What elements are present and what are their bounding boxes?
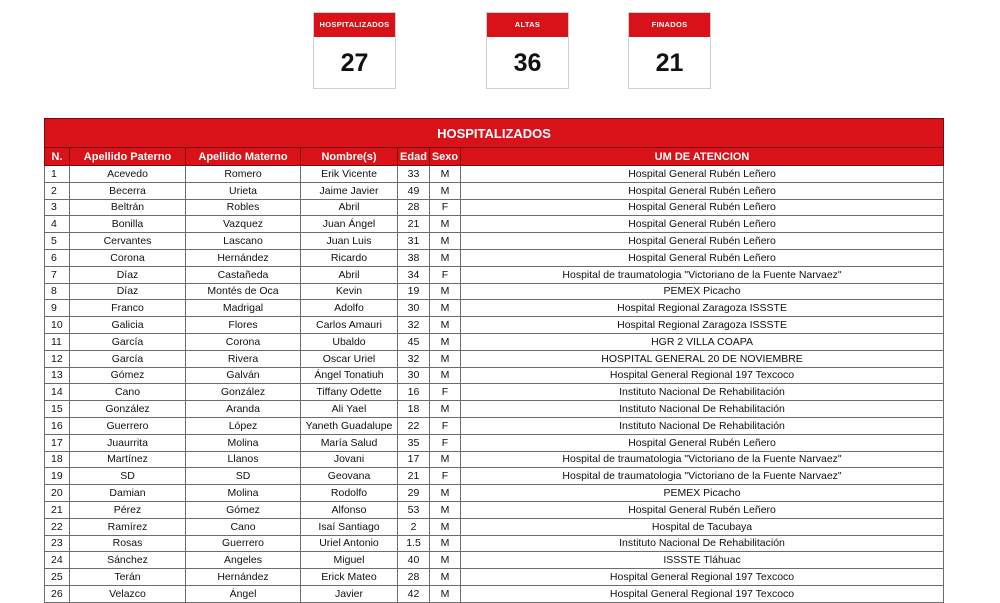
cell-sexo: M <box>430 552 461 569</box>
cell-number: 22 <box>45 518 70 535</box>
cell-edad: 32 <box>398 350 430 367</box>
cell-edad: 38 <box>398 249 430 266</box>
cell-edad: 30 <box>398 367 430 384</box>
cell-sexo: M <box>430 350 461 367</box>
cell-sexo: M <box>430 166 461 183</box>
column-header-edad: Edad <box>398 148 430 166</box>
cell-apellido-materno: Rivera <box>186 350 301 367</box>
cell-nombres: Tiffany Odette <box>301 384 398 401</box>
cell-apellido-materno: González <box>186 384 301 401</box>
cell-apellido-paterno: Acevedo <box>70 166 186 183</box>
table-title-row <box>45 119 944 148</box>
cell-apellido-materno: Hernández <box>186 249 301 266</box>
cell-nombres: Ángel Tonatiuh <box>301 367 398 384</box>
stat-label: HOSPITALIZADOS <box>314 13 395 37</box>
cell-edad: 32 <box>398 317 430 334</box>
cell-apellido-materno: Guerrero <box>186 535 301 552</box>
cell-apellido-materno: Madrigal <box>186 300 301 317</box>
cell-number: 16 <box>45 417 70 434</box>
cell-edad: 34 <box>398 266 430 283</box>
cell-edad: 53 <box>398 501 430 518</box>
cell-apellido-materno: Galván <box>186 367 301 384</box>
cell-um-atencion: Hospital General Rubén Leñero <box>461 434 944 451</box>
cell-um-atencion: Hospital de Tacubaya <box>461 518 944 535</box>
cell-number: 7 <box>45 266 70 283</box>
cell-edad: 28 <box>398 199 430 216</box>
cell-apellido-materno: López <box>186 417 301 434</box>
cell-number: 25 <box>45 569 70 586</box>
cell-apellido-paterno: Corona <box>70 249 186 266</box>
cell-apellido-materno: Vazquez <box>186 216 301 233</box>
cell-edad: 22 <box>398 417 430 434</box>
cell-nombres: Kevin <box>301 283 398 300</box>
cell-um-atencion: Hospital General Rubén Leñero <box>461 166 944 183</box>
cell-apellido-paterno: Cervantes <box>70 233 186 250</box>
cell-nombres: Geovana <box>301 468 398 485</box>
cell-apellido-paterno: González <box>70 401 186 418</box>
cell-um-atencion: Instituto Nacional De Rehabilitación <box>461 401 944 418</box>
cell-sexo: F <box>430 417 461 434</box>
table-title: HOSPITALIZADOS <box>45 119 944 148</box>
cell-number: 12 <box>45 350 70 367</box>
cell-apellido-paterno: Becerra <box>70 182 186 199</box>
table-row <box>45 451 944 468</box>
cell-sexo: M <box>430 501 461 518</box>
table-body <box>45 166 944 603</box>
table-row <box>45 501 944 518</box>
cell-nombres: Juan Ángel <box>301 216 398 233</box>
cell-edad: 30 <box>398 300 430 317</box>
cell-um-atencion: Hospital Regional Zaragoza ISSSTE <box>461 300 944 317</box>
table-row <box>45 485 944 502</box>
patients-table <box>44 118 944 603</box>
column-header-um-atencion: UM DE ATENCION <box>461 148 944 166</box>
cell-um-atencion: Hospital de traumatologia "Victoriano de la Fuente Narvaez" <box>461 468 944 485</box>
table-row <box>45 166 944 183</box>
stat-card-altas <box>486 12 569 89</box>
cell-edad: 18 <box>398 401 430 418</box>
cell-apellido-materno: Hernández <box>186 569 301 586</box>
cell-edad: 33 <box>398 166 430 183</box>
cell-um-atencion: Hospital General Rubén Leñero <box>461 249 944 266</box>
table-row <box>45 317 944 334</box>
table-row <box>45 518 944 535</box>
cell-apellido-paterno: Juaurrita <box>70 434 186 451</box>
cell-edad: 21 <box>398 216 430 233</box>
cell-edad: 45 <box>398 333 430 350</box>
cell-number: 9 <box>45 300 70 317</box>
cell-sexo: M <box>430 233 461 250</box>
cell-apellido-materno: Aranda <box>186 401 301 418</box>
cell-number: 5 <box>45 233 70 250</box>
table-row <box>45 468 944 485</box>
cell-um-atencion: ISSSTE Tláhuac <box>461 552 944 569</box>
cell-apellido-paterno: Pérez <box>70 501 186 518</box>
cell-apellido-materno: Llanos <box>186 451 301 468</box>
cell-um-atencion: Instituto Nacional De Rehabilitación <box>461 417 944 434</box>
cell-sexo: M <box>430 317 461 334</box>
cell-sexo: F <box>430 266 461 283</box>
cell-nombres: Erick Mateo <box>301 569 398 586</box>
column-header-nombres: Nombre(s) <box>301 148 398 166</box>
cell-number: 14 <box>45 384 70 401</box>
cell-sexo: M <box>430 535 461 552</box>
cell-apellido-materno: Cano <box>186 518 301 535</box>
cell-edad: 19 <box>398 283 430 300</box>
cell-sexo: M <box>430 569 461 586</box>
cell-nombres: Miguel <box>301 552 398 569</box>
table-row <box>45 182 944 199</box>
cell-apellido-materno: Angeles <box>186 552 301 569</box>
cell-sexo: M <box>430 367 461 384</box>
column-header-apellido-paterno: Apellido Paterno <box>70 148 186 166</box>
cell-apellido-paterno: Beltrán <box>70 199 186 216</box>
cell-sexo: F <box>430 468 461 485</box>
cell-edad: 2 <box>398 518 430 535</box>
cell-apellido-paterno: García <box>70 350 186 367</box>
cell-number: 20 <box>45 485 70 502</box>
cell-number: 26 <box>45 585 70 602</box>
cell-um-atencion: HOSPITAL GENERAL 20 DE NOVIEMBRE <box>461 350 944 367</box>
cell-number: 18 <box>45 451 70 468</box>
cell-apellido-materno: Ángel <box>186 585 301 602</box>
cell-number: 4 <box>45 216 70 233</box>
cell-apellido-paterno: Terán <box>70 569 186 586</box>
cell-number: 1 <box>45 166 70 183</box>
cell-edad: 29 <box>398 485 430 502</box>
cell-um-atencion: Hospital General Rubén Leñero <box>461 233 944 250</box>
table-row <box>45 283 944 300</box>
table-row <box>45 401 944 418</box>
table-row <box>45 249 944 266</box>
cell-um-atencion: Hospital General Regional 197 Texcoco <box>461 367 944 384</box>
cell-sexo: M <box>430 333 461 350</box>
table-row <box>45 333 944 350</box>
cell-um-atencion: Hospital de traumatologia "Victoriano de la Fuente Narvaez" <box>461 266 944 283</box>
cell-number: 24 <box>45 552 70 569</box>
cell-nombres: Uriel Antonio <box>301 535 398 552</box>
cell-number: 10 <box>45 317 70 334</box>
cell-number: 6 <box>45 249 70 266</box>
cell-um-atencion: Hospital de traumatologia "Victoriano de la Fuente Narvaez" <box>461 451 944 468</box>
cell-sexo: F <box>430 199 461 216</box>
cell-nombres: Javier <box>301 585 398 602</box>
cell-number: 2 <box>45 182 70 199</box>
cell-apellido-paterno: Díaz <box>70 283 186 300</box>
cell-edad: 42 <box>398 585 430 602</box>
table-row <box>45 300 944 317</box>
cell-sexo: M <box>430 249 461 266</box>
cell-sexo: M <box>430 401 461 418</box>
cell-nombres: Carlos Amauri <box>301 317 398 334</box>
cell-apellido-materno: SD <box>186 468 301 485</box>
table-row <box>45 350 944 367</box>
cell-nombres: Abril <box>301 266 398 283</box>
cell-number: 19 <box>45 468 70 485</box>
cell-nombres: Oscar Uriel <box>301 350 398 367</box>
cell-nombres: Jovani <box>301 451 398 468</box>
cell-sexo: M <box>430 216 461 233</box>
cell-apellido-materno: Lascano <box>186 233 301 250</box>
cell-number: 11 <box>45 333 70 350</box>
cell-um-atencion: Hospital General Regional 197 Texcoco <box>461 585 944 602</box>
cell-apellido-paterno: Velazco <box>70 585 186 602</box>
cell-edad: 49 <box>398 182 430 199</box>
cell-nombres: Ubaldo <box>301 333 398 350</box>
cell-apellido-paterno: Martínez <box>70 451 186 468</box>
cell-nombres: Juan Luis <box>301 233 398 250</box>
cell-apellido-materno: Flores <box>186 317 301 334</box>
table-row <box>45 216 944 233</box>
cell-um-atencion: Hospital General Rubén Leñero <box>461 501 944 518</box>
cell-apellido-paterno: Gómez <box>70 367 186 384</box>
table-row <box>45 266 944 283</box>
cell-apellido-materno: Gómez <box>186 501 301 518</box>
cell-number: 13 <box>45 367 70 384</box>
cell-edad: 17 <box>398 451 430 468</box>
cell-nombres: Abril <box>301 199 398 216</box>
cell-apellido-materno: Montés de Oca <box>186 283 301 300</box>
table-row <box>45 552 944 569</box>
cell-nombres: Ricardo <box>301 249 398 266</box>
cell-apellido-paterno: Sánchez <box>70 552 186 569</box>
stat-card-finados <box>628 12 711 89</box>
cell-apellido-materno: Corona <box>186 333 301 350</box>
cell-nombres: Erik Vicente <box>301 166 398 183</box>
cell-nombres: Ali Yael <box>301 401 398 418</box>
cell-number: 23 <box>45 535 70 552</box>
cell-edad: 35 <box>398 434 430 451</box>
cell-um-atencion: Hospital General Rubén Leñero <box>461 199 944 216</box>
cell-nombres: Yaneth Guadalupe <box>301 417 398 434</box>
cell-sexo: M <box>430 585 461 602</box>
cell-apellido-materno: Robles <box>186 199 301 216</box>
column-header-apellido-materno: Apellido Materno <box>186 148 301 166</box>
stat-value: 27 <box>340 49 369 77</box>
cell-um-atencion: Hospital General Rubén Leñero <box>461 182 944 199</box>
cell-sexo: M <box>430 182 461 199</box>
cell-um-atencion: Instituto Nacional De Rehabilitación <box>461 535 944 552</box>
cell-number: 15 <box>45 401 70 418</box>
table-row <box>45 233 944 250</box>
table-row <box>45 199 944 216</box>
cell-sexo: F <box>430 384 461 401</box>
cell-apellido-paterno: Díaz <box>70 266 186 283</box>
stat-label: FINADOS <box>629 13 710 37</box>
cell-apellido-paterno: Galicia <box>70 317 186 334</box>
cell-sexo: M <box>430 518 461 535</box>
cell-nombres: Alfonso <box>301 501 398 518</box>
stat-value: 21 <box>655 49 684 77</box>
cell-edad: 1.5 <box>398 535 430 552</box>
cell-number: 17 <box>45 434 70 451</box>
cell-apellido-paterno: SD <box>70 468 186 485</box>
cell-sexo: M <box>430 451 461 468</box>
cell-apellido-paterno: Cano <box>70 384 186 401</box>
table-row <box>45 384 944 401</box>
cell-apellido-materno: Romero <box>186 166 301 183</box>
cell-number: 21 <box>45 501 70 518</box>
stat-label: ALTAS <box>487 13 568 37</box>
cell-um-atencion: Hospital Regional Zaragoza ISSSTE <box>461 317 944 334</box>
table-header-row <box>45 148 944 166</box>
cell-apellido-paterno: Rosas <box>70 535 186 552</box>
cell-nombres: Rodolfo <box>301 485 398 502</box>
cell-sexo: M <box>430 283 461 300</box>
cell-edad: 21 <box>398 468 430 485</box>
cell-apellido-materno: Molina <box>186 485 301 502</box>
cell-edad: 16 <box>398 384 430 401</box>
cell-number: 8 <box>45 283 70 300</box>
cell-um-atencion: HGR 2 VILLA COAPA <box>461 333 944 350</box>
cell-apellido-materno: Molina <box>186 434 301 451</box>
cell-apellido-materno: Urieta <box>186 182 301 199</box>
cell-apellido-paterno: Ramírez <box>70 518 186 535</box>
column-header-sexo: Sexo <box>430 148 461 166</box>
stat-card-hospitalizados <box>313 12 396 89</box>
cell-um-atencion: Hospital General Rubén Leñero <box>461 216 944 233</box>
table-row <box>45 434 944 451</box>
cell-nombres: Isaí Santiago <box>301 518 398 535</box>
cell-sexo: F <box>430 434 461 451</box>
cell-edad: 28 <box>398 569 430 586</box>
cell-nombres: Adolfo <box>301 300 398 317</box>
cell-nombres: María Salud <box>301 434 398 451</box>
cell-um-atencion: PEMEX Picacho <box>461 283 944 300</box>
stat-value: 36 <box>513 49 542 77</box>
cell-edad: 31 <box>398 233 430 250</box>
cell-apellido-paterno: Guerrero <box>70 417 186 434</box>
cell-um-atencion: PEMEX Picacho <box>461 485 944 502</box>
table-row <box>45 535 944 552</box>
cell-number: 3 <box>45 199 70 216</box>
cell-apellido-materno: Castañeda <box>186 266 301 283</box>
cell-edad: 40 <box>398 552 430 569</box>
table-row <box>45 417 944 434</box>
column-header-number: N. <box>45 148 70 166</box>
cell-nombres: Jaime Javier <box>301 182 398 199</box>
cell-apellido-paterno: García <box>70 333 186 350</box>
cell-um-atencion: Instituto Nacional De Rehabilitación <box>461 384 944 401</box>
table-row <box>45 367 944 384</box>
cell-sexo: M <box>430 485 461 502</box>
cell-apellido-paterno: Bonilla <box>70 216 186 233</box>
cell-apellido-paterno: Franco <box>70 300 186 317</box>
cell-sexo: M <box>430 300 461 317</box>
cell-um-atencion: Hospital General Regional 197 Texcoco <box>461 569 944 586</box>
table-row <box>45 569 944 586</box>
patients-table-container <box>44 118 943 603</box>
cell-apellido-paterno: Damian <box>70 485 186 502</box>
